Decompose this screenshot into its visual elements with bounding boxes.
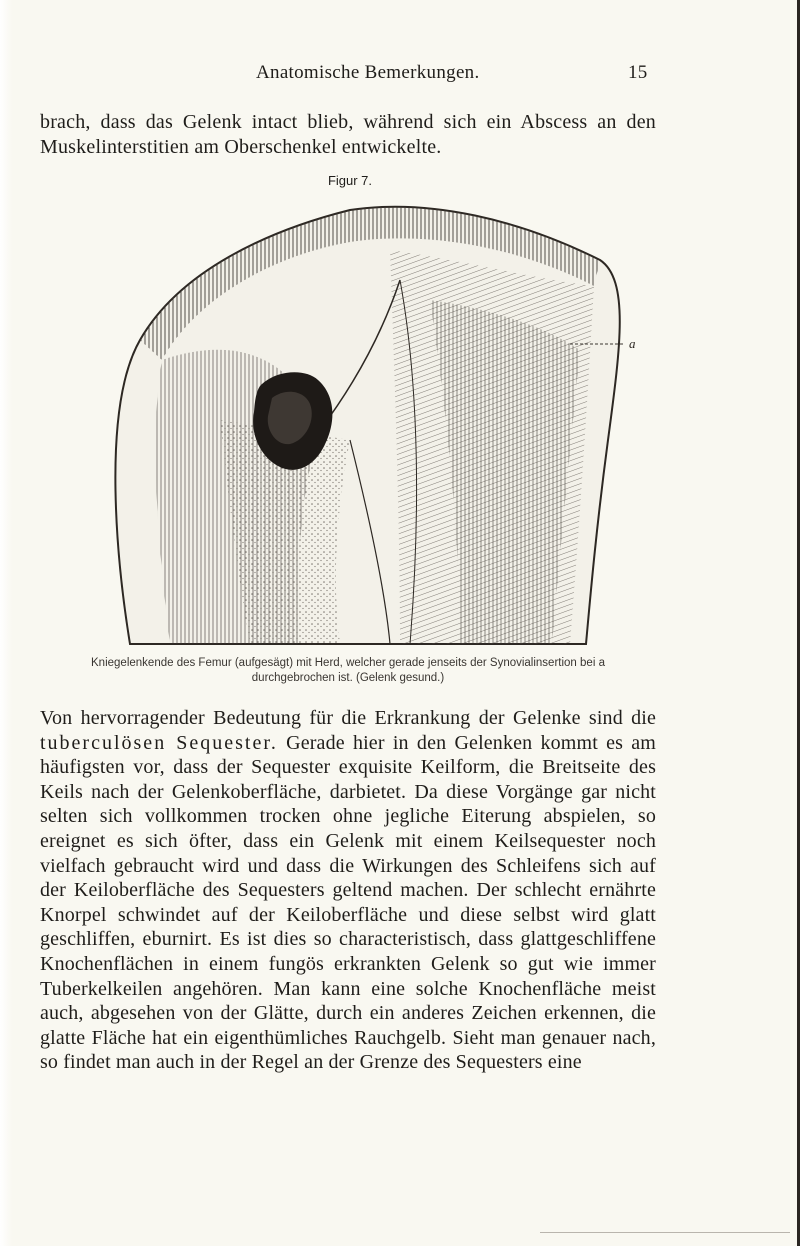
running-title: Anatomische Bemerkungen. xyxy=(256,62,480,83)
femur-illustration xyxy=(100,190,640,650)
paragraph-continuation: brach, dass das Gelenk intact blieb, während sich ein Abscess an den Muskelinterstitien am Oberschenkel entwickelte. xyxy=(40,111,656,158)
main-paragraph xyxy=(40,706,656,1075)
emphasized-term: tuberculösen Sequester. xyxy=(40,731,278,754)
caption-line-1: Kniegelenkende des Femur (aufgesägt) mit Herd, welcher gerade jenseits der Synovialinsertion bei a xyxy=(91,657,605,669)
figure-marker-a: a xyxy=(629,336,636,351)
scan-edge xyxy=(0,0,12,1246)
figure-caption xyxy=(40,656,656,686)
page-number: 15 xyxy=(628,62,648,83)
page-bottom-rule xyxy=(540,1232,790,1233)
paragraph-text-start: Von hervorragender Bedeutung für die Erkrankung der Gelenke sind die xyxy=(40,707,656,729)
figure-label: Figur 7. xyxy=(327,173,373,188)
paragraph-text-rest: Gerade hier in den Gelenken kommt es am häufigsten vor, dass der Sequester exquisite Keilform, die Breitseite des Keils nach der Gelenkoberfläche, darbietet. Da diese Vorgänge gar nicht selten sich vollkommen trocken ohne jegliche Eiterung abspielen, so ereignet es sich öfter, dass ein Gelenk mit einem Keilsequester noch vielfach gebraucht wird und dass die Wirkungen des Schleifens sich auf der Keiloberfläche des Sequesters geltend machen. Der schlecht ernährte Knorpel schwindet auf der Keiloberfläche und diese selbst wird glatt geschliffen, eburnirt. Es ist dies so characteristisch, dass glattgeschliffene Knochenflächen in einem fungös erkrankten Gelenk so gut wie immer Tuberkelkeilen angehören. Man kann eine solche Knochenfläche meist auch, abgesehen von der Glätte, durch ein anderes Zeichen erkennen, die glatte Fläche hat ein eigenthümliches Rauchgelb. Sieht man genauer nach, so findet man auch in der Regel an der Grenze des Sequesters eine xyxy=(40,731,657,1074)
caption-line-2: durchgebrochen ist. (Gelenk gesund.) xyxy=(251,672,445,684)
